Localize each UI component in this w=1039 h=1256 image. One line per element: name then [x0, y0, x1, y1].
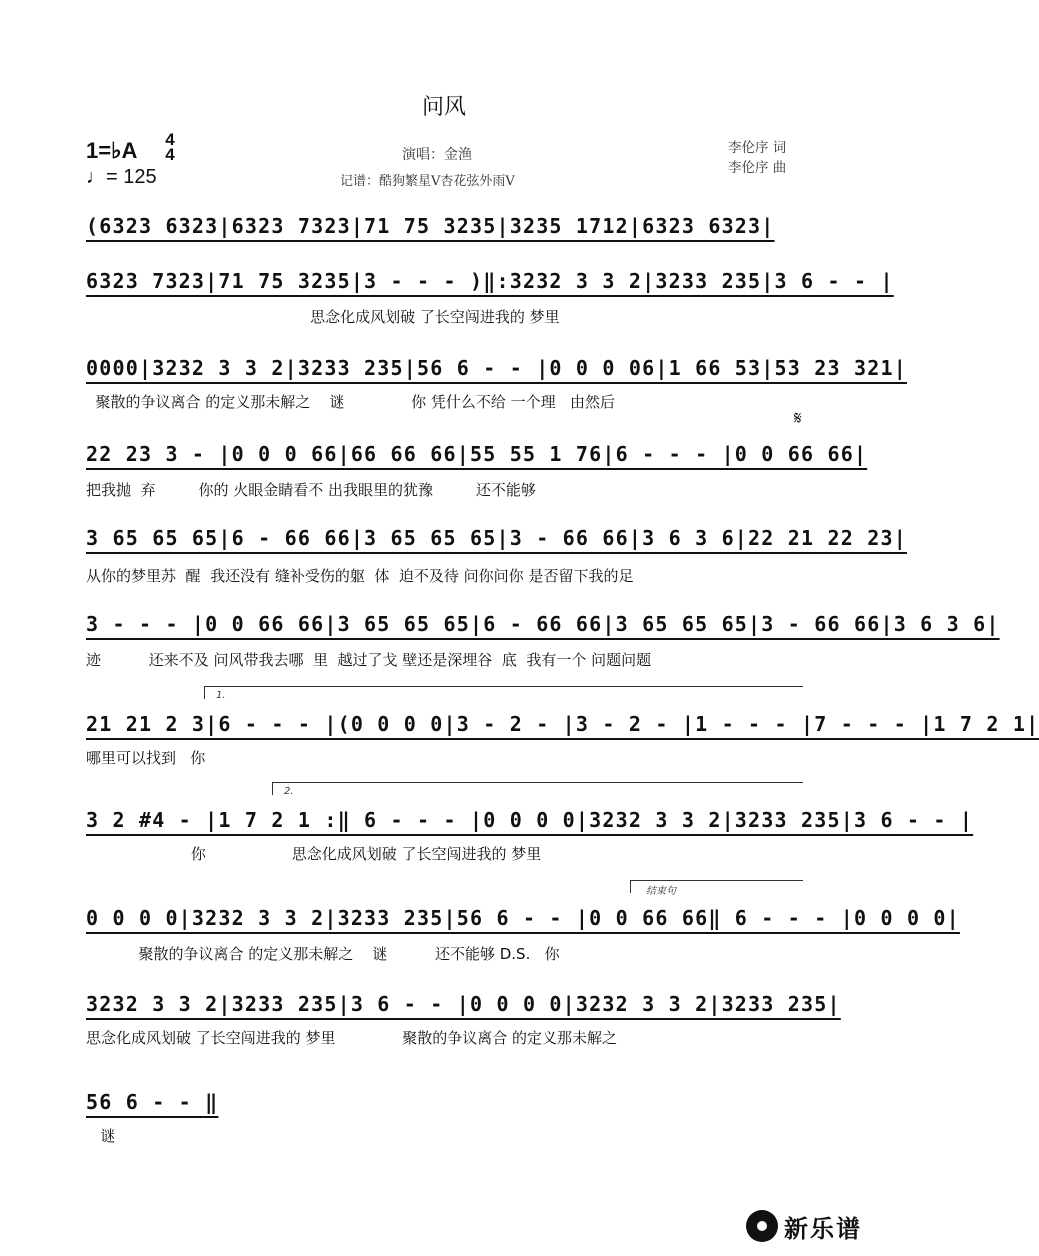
segno-sign: 𝄋: [794, 408, 802, 429]
notation-line-5: 3 65 65 65|6 - 66 66|3 65 65 65|3 - 66 66|3 6 3 6|22 21 22 23|: [86, 526, 907, 550]
lyrics-line-5: 从你的梦里苏 醒 我还没有 缝补受伤的躯 体 迫不及待 问你问你 是否留下我的足: [86, 567, 634, 585]
lyrics-line-8: 你 思念化成风划破 了长空闯进我的 梦里: [86, 845, 542, 863]
coda-label: 结束句: [646, 886, 676, 897]
lyrics-line-3: 聚散的争议离合 的定义那未解之 谜 你 凭什么不给 一个理 由然后: [86, 393, 615, 411]
time-signature-top: 4: [165, 130, 175, 149]
singer-credit: 演唱：金渔: [402, 147, 472, 163]
notation-line-6: 3 - - - |0 0 66 66|3 65 65 65|6 - 66 66|3 65 65 65|3 - 66 66|3 6 3 6|: [86, 612, 1000, 636]
second-ending-bracket: [272, 782, 803, 795]
notation-line-2: 6323 7323|71 75 3235|3 - - - )‖:3232 3 3 2|3233 235|3 6 - - |: [86, 269, 894, 293]
tempo-marking: ♩= 125: [86, 166, 157, 188]
notation-line-3: 0000|3232 3 3 2|3233 235|56 6 - - |0 0 0 06|1 66 53|53 23 321|: [86, 356, 907, 380]
time-signature-bottom: 4: [165, 145, 175, 164]
logo-text: 新乐谱: [784, 1214, 862, 1243]
first-ending-label: 1.: [216, 690, 226, 701]
lyricist-credit: 李伦序 词: [728, 140, 787, 156]
lyrics-line-10: 思念化成风划破 了长空闯进我的 梦里 聚散的争议离合 的定义那未解之: [86, 1029, 618, 1047]
notation-line-10: 3232 3 3 2|3233 235|3 6 - - |0 0 0 0|3232 3 3 2|3233 235|: [86, 992, 841, 1016]
second-ending-label: 2.: [284, 786, 294, 797]
time-signature: [158, 132, 182, 162]
composer-credit: 李伦序 曲: [728, 160, 787, 176]
lyrics-line-2: 思念化成风划破 了长空闯进我的 梦里: [86, 308, 560, 326]
lyrics-line-9: 聚散的争议离合 的定义那未解之 谜 还不能够 D.S. 你: [86, 945, 560, 963]
notation-line-7: 21 21 2 3|6 - - - |(0 0 0 0|3 - 2 - |3 - 2 - |1 - - - |7 - - - |1 7 2 1|: [86, 712, 1039, 736]
notation-line-9: 0 0 0 0|3232 3 3 2|3233 235|56 6 - - |0 0 66 66‖ 6 - - - |0 0 0 0|: [86, 906, 960, 930]
lyrics-line-7: 哪里可以找到 你: [86, 749, 206, 767]
site-logo: [746, 1206, 876, 1246]
key-signature: 1=♭A: [86, 138, 138, 163]
lyrics-line-6: 迹 还来不及 问风带我去哪 里 越过了戈 壁还是深埋谷 底 我有一个 问题问题: [86, 651, 652, 669]
first-ending-bracket: [204, 686, 803, 699]
song-title: 问风: [421, 95, 466, 120]
notation-line-4: 22 23 3 - |0 0 0 66|66 66 66|55 55 1 76|6 - - - |0 0 66 66|: [86, 442, 868, 466]
vinyl-record-icon: [746, 1210, 778, 1242]
lyrics-line-11: 谜: [86, 1127, 116, 1145]
notation-line-1: (6323 6323|6323 7323|71 75 3235|3235 1712|6323 6323|: [86, 214, 775, 238]
notation-line-8: 3 2 #4 - |1 7 2 1 :‖ 6 - - - |0 0 0 0|3232 3 3 2|3233 235|3 6 - - |: [86, 808, 974, 832]
notation-line-11: 56 6 - - ‖: [86, 1090, 219, 1114]
notator-credit: 记谱：酷狗繁星V杏花弦外雨V: [340, 174, 515, 189]
lyrics-line-4: 把我抛 弃 你的 火眼金睛看不 出我眼里的犹豫 还不能够: [86, 481, 536, 499]
